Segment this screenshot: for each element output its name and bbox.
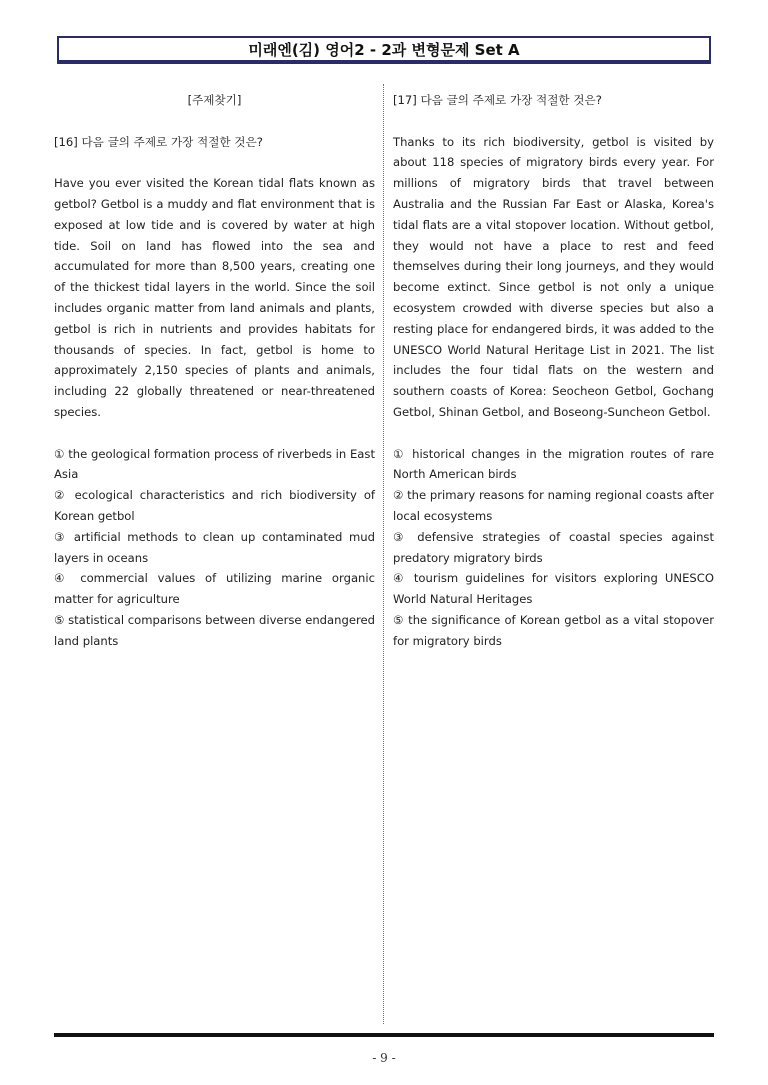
option-17-5: ⑤ the significance of Korean getbol as a vital stopover for migratory birds (393, 612, 714, 648)
page-number: - 9 - (372, 1051, 396, 1065)
left-column (54, 90, 375, 652)
option-16-4: ④ commercial values of utilizing marine organic matter for agriculture (54, 571, 375, 607)
option-16-2: ② ecological characteristics and rich biodiversity of Korean getbol (54, 488, 375, 523)
option-16-3: ③ artificial methods to clean up contaminated mud layers in oceans (54, 529, 375, 565)
option-17-2: ② the primary reasons for naming regional coasts after local ecosystems (393, 488, 714, 523)
passage-16: Have you ever visited the Korean tidal flats known as getbol? Getbol is a muddy and flat environment that is exposed at low tide and is covered by water at high tide. Soil on land has flowed into the sea and accumulated for more than 8,500 years, creating one of the thickest tidal layers in the world. Since the soil includes organic matter from land animals and plants, getbol is rich in nutrients and provides habitats for thousands of species. In fact, getbol is home to approximately 2,150 species of plants and animals, including 22 globally threatened or near-threatened species. (54, 176, 375, 419)
right-column (393, 90, 714, 652)
option-17-3: ③ defensive strategies of coastal species against predatory migratory birds (393, 529, 714, 565)
page-title: 미래엔(김) 영어2 - 2과 변형문제 Set A (57, 36, 711, 64)
option-16-1: ① the geological formation process of riverbeds in East Asia (54, 446, 375, 482)
question-16: [16] 다음 글의 주제로 가장 적절한 것은? (54, 134, 263, 149)
option-17-1: ① historical changes in the migration routes of rare North American birds (393, 446, 714, 482)
option-17-4: ④ tourism guidelines for visitors exploring UNESCO World Natural Heritages (393, 571, 714, 607)
footer-rule (54, 1033, 714, 1037)
passage-17: Thanks to its rich biodiversity, getbol is visited by about 118 species of migratory birds every year. For millions of migratory birds that travel between Australia and the Russian Far East or Alaska, Korea's tidal flats are a vital stopover location. Without getbol, they would not have a place to rest and feed themselves during their long journeys, and they would become extinct. Since getbol is not only a unique ecosystem crowded with diverse species but also a resting place for endangered birds, it was added to the UNESCO World Natural Heritage List in 2021. The list includes the four tidal flats on the western and southern coasts of Korea: Seocheon Getbol, Gochang Getbol, Shinan Getbol, and Boseong-Suncheon Getbol. (393, 134, 714, 419)
column-divider (383, 84, 384, 1024)
option-16-5: ⑤ statistical comparisons between diverse endangered land plants (54, 612, 375, 648)
section-label: [주제찾기] (187, 93, 242, 107)
question-17: [17] 다음 글의 주제로 가장 적절한 것은? (393, 93, 602, 107)
